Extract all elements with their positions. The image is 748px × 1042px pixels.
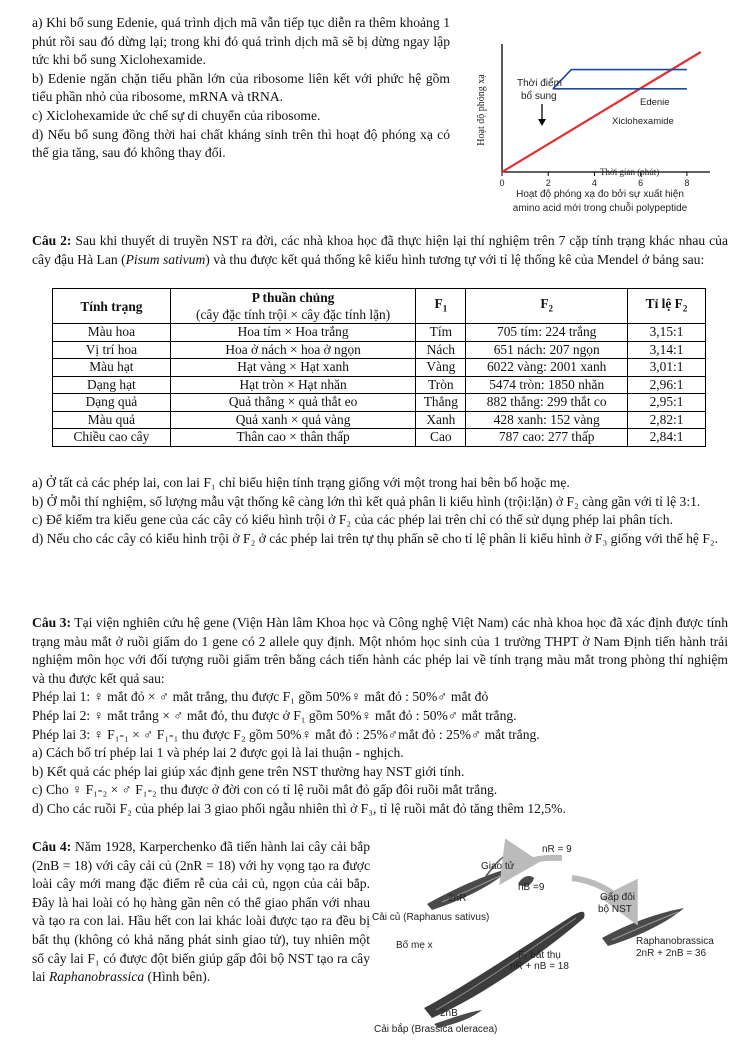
top-statements xyxy=(32,14,450,163)
q3-label: Câu 3: xyxy=(32,615,72,630)
label-nr-nb-18: nR + nB = 18 xyxy=(510,961,569,972)
label-2nr: 2nR xyxy=(448,893,467,904)
x-tick-label: 0 xyxy=(499,178,505,188)
q2-text: Câu 2: Sau khi thuyết di truyền NST ra đời, các nhà khoa học đã thực hiện lại thí nghiệm trên 7 cặp tính trạng khác nhau của cây đậu Hà Lan (Pisum sativum) và thu được kết quả thống kê kiểu hình tương tự với tỉ lệ thống kê của Mendel ở bảng sau: xyxy=(32,233,728,267)
table-row xyxy=(53,359,706,377)
table-row xyxy=(53,324,706,342)
statement-b: b) Edenie ngăn chặn tiểu phần lớn của ribosome liên kết với phức hệ gồm tiểu phần nhỏ của ribosome, mRNA và tRNA. xyxy=(32,70,450,105)
table-cell: Màu quả xyxy=(53,411,171,429)
statement-d: d) Nếu bổ sung đồng thời hai chất kháng sinh trên thì hoạt độ phóng xạ có thể gia tăng, sau đó không thay đổi. xyxy=(32,126,450,161)
table-row xyxy=(53,341,706,359)
label-cai-bap: Cải bắp (Brassica oleracea) xyxy=(374,1024,498,1035)
q4-species: Raphanobrassica xyxy=(49,969,145,985)
table-cell: Vị trí hoa xyxy=(53,341,171,359)
header-trait: Tính trạng xyxy=(53,289,171,324)
table-cell: 6022 vàng: 2001 xanh xyxy=(466,359,628,377)
table-cell: 3,15:1 xyxy=(628,324,706,342)
q3-cross-3: Phép lai 3: ♀ F₁-₁ × ♂ F₁-₁ thu được F₂ gồm 50%♀ mắt đỏ : 25%♂mắt đỏ : 25%♂ mắt trắng. xyxy=(32,726,540,742)
table-cell: Dạng hạt xyxy=(53,376,171,394)
table-cell: Tròn xyxy=(416,376,466,394)
table-cell: Màu hạt xyxy=(53,359,171,377)
table-row xyxy=(53,411,706,429)
mendel-table xyxy=(52,288,706,447)
table-row xyxy=(53,429,706,447)
label-2nb: 2nB xyxy=(440,1008,458,1019)
table-cell: 705 tím: 224 trắng xyxy=(466,324,628,342)
table-header-row xyxy=(53,289,706,324)
graph-ylabel: Hoạt độ phóng xạ xyxy=(476,74,487,146)
annotation-arrowhead xyxy=(538,119,546,126)
table-cell: Thân cao × thân thấp xyxy=(170,429,416,447)
table-cell: 787 cao: 277 thấp xyxy=(466,429,628,447)
label-giao-tu: Giao tử xyxy=(481,861,515,872)
x-tick-label: 6 xyxy=(638,178,644,188)
q3-cross-1: Phép lai 1: ♀ mắt đỏ × ♂ mắt trắng, thu được F₁ gồm 50%♀ mắt đỏ : 50%♂ mắt đỏ xyxy=(32,689,489,705)
radioactivity-graph xyxy=(470,22,732,222)
label-raphanobrassica: Raphanobrassica xyxy=(636,936,714,947)
q2-statement-b: b) Ở mỗi thí nghiệm, số lượng mẫu vật thống kê càng lớn thì kết quả phân li kiểu hình (trội:lặn) ở F₂ càng gần với tỉ lệ 3:1. xyxy=(32,493,701,509)
q2-statements xyxy=(32,474,728,548)
raphanobrassica-figure xyxy=(372,838,732,1038)
table-cell: Xanh xyxy=(416,411,466,429)
table-cell: Nách xyxy=(416,341,466,359)
label-f1-bat-thu: F₁ bất thụ xyxy=(518,950,561,961)
q2-statement-d: d) Nếu cho các cây có kiểu hình trội ở F₂ ở các phép lai trên tự thụ phấn sẽ cho tỉ lệ phân li kiểu hình ở F₃ giống với thế hệ F₂. xyxy=(32,530,719,546)
statement-c: c) Xiclohexamide ức chế sự di chuyển của ribosome. xyxy=(32,107,321,123)
table-cell: 3,01:1 xyxy=(628,359,706,377)
question-2 xyxy=(32,232,728,269)
header-f1: $F_1$ xyxy=(416,289,466,324)
header-parents: P thuần chủng (cây đặc tính trội × cây đặc tính lặn) xyxy=(170,289,416,324)
q2-statement-c: c) Để kiểm tra kiểu gene của các cây có kiểu hình trội ở F₂ của các phép lai trên chỉ có thể sử dụng phép lai phân tích. xyxy=(32,512,673,528)
radish-pod-icon xyxy=(427,868,510,910)
table-cell: Hoa ở nách × hoa ở ngọn xyxy=(170,341,416,359)
q2-species: Pisum sativum xyxy=(125,251,206,267)
table-cell: Tím xyxy=(416,324,466,342)
q3-statement-a: a) Cách bố trí phép lai 1 và phép lai 2 được gọi là lai thuận - nghịch. xyxy=(32,745,404,761)
x-tick-label: 4 xyxy=(591,178,597,188)
graph-annotation-1: Thời điểm xyxy=(517,78,562,89)
table-cell: Quả xanh × quả vàng xyxy=(170,411,416,429)
table-cell: Hoa tím × Hoa trắng xyxy=(170,324,416,342)
q4-label: Câu 4: xyxy=(32,839,72,854)
q2-label: Câu 2: xyxy=(32,233,72,248)
statement-a: a) Khi bổ sung Edenie, quá trình dịch mã vẫn tiếp tục diễn ra thêm khoảng 1 phút rồi sau đó dừng lại; trong khi đó quá trình dịch mã sẽ bị dừng ngay lập tức khi bổ sung Xiclohexamide. xyxy=(32,15,450,68)
header-ratio: Tỉ lệ $F_2$ xyxy=(628,289,706,324)
table-cell: 651 nách: 207 ngọn xyxy=(466,341,628,359)
x-tick-label: 2 xyxy=(545,178,551,188)
graph-xlabel: Thời gian (phút) xyxy=(600,167,660,177)
label-raphano-formula: 2nR + 2nB = 36 xyxy=(636,948,707,959)
table-cell: 3,14:1 xyxy=(628,341,706,359)
q3-statement-d: d) Cho các ruồi F₂ của phép lai 3 giao phối ngẫu nhiên thì ở F₃, tỉ lệ ruồi mắt đỏ tăng thêm 12,5%. xyxy=(32,800,566,816)
question-3 xyxy=(32,614,728,819)
table-cell: Chiều cao cây xyxy=(53,429,171,447)
table-cell: 2,96:1 xyxy=(628,376,706,394)
q4-text: Câu 4: Năm 1928, Karperchenko đã tiến hành lai cây cải bắp (2nB = 18) với cây cải củ (2nR = 18) với hy vọng tạo ra được loài cây mới mang đặc điểm rễ của cải củ, ngọn của cải bắp. Đây là hai loài có họ hàng gần nên có thể giao phấn với nhau và tạo ra con lai. Hầu hết con lai khác loài được tạo ra đều bị bất thụ (không có khả năng phát sinh giao tử), tuy nhiên một số cây lai F₁ có được đột biến giúp gấp đôi bộ NST tạo ra cây lai Raphanobrassica (Hình bên). xyxy=(32,839,370,985)
header-f2: $F_2$ xyxy=(466,289,628,324)
table-cell: 428 xanh: 152 vàng xyxy=(466,411,628,429)
table-cell: Màu hoa xyxy=(53,324,171,342)
graph-caption-1: Hoạt độ phóng xạ đo bởi sự xuất hiện xyxy=(516,189,684,200)
table-cell: 882 thẳng: 299 thắt co xyxy=(466,394,628,412)
table-cell: Hạt tròn × Hạt nhăn xyxy=(170,376,416,394)
table-row xyxy=(53,376,706,394)
q3-text: Câu 3: Tại viện nghiên cứu hệ gene (Viện Hàn lâm Khoa học và Công nghệ Việt Nam) các nhà khoa học đã xác định được tính trạng màu mắt ở ruồi giấm do 1 gene có 2 allele quy định. Một nhóm học sinh của 1 trường THPT ở Nam Định tiến hành trải nghiệm môn học với đối tượng ruồi giấm trên bằng cách tiến hành các phép lai về tính trạng màu mắt trong phòng thí nghiệm và thu được kết quả sau: xyxy=(32,615,729,686)
table-cell: 5474 tròn: 1850 nhăn xyxy=(466,376,628,394)
table-cell: 2,82:1 xyxy=(628,411,706,429)
question-4 xyxy=(32,838,370,987)
x-tick-label: 8 xyxy=(684,178,690,188)
label-nr9: nR = 9 xyxy=(542,844,572,855)
table-cell: Cao xyxy=(416,429,466,447)
table-cell: Thẳng xyxy=(416,394,466,412)
table-row xyxy=(53,394,706,412)
label-bo-me: Bố mẹ x xyxy=(396,940,433,951)
table-cell: Dạng quả xyxy=(53,394,171,412)
q2-statement-a: a) Ở tất cả các phép lai, con lai F₁ chỉ biểu hiện tính trạng giống với một trong hai bên bố hoặc mẹ. xyxy=(32,475,570,490)
table-cell: Vàng xyxy=(416,359,466,377)
label-cai-cu: Cải củ (Raphanus sativus) xyxy=(372,912,490,923)
table-cell: 2,95:1 xyxy=(628,394,706,412)
graph-caption-2: amino acid mới trong chuỗi polypeptide xyxy=(512,203,688,214)
q3-cross-2: Phép lai 2: ♀ mắt trắng × ♂ mắt đỏ, thu được ở F₁ gồm 50%♀ mắt đỏ : 50%♂ mắt trắng. xyxy=(32,707,517,723)
series-label-xiclohexamide: Xiclohexamide xyxy=(612,116,674,127)
table-cell: 2,84:1 xyxy=(628,429,706,447)
series-label-edenie: Edenie xyxy=(640,97,670,108)
q3-statement-b: b) Kết quả các phép lai giúp xác định gene trên NST thường hay NST giới tính. xyxy=(32,763,465,779)
q3-statement-c: c) Cho ♀ F₁-₂ × ♂ F₁-₂ thu được ở đời con có tỉ lệ ruồi mắt đỏ gấp đôi ruồi mắt trắng. xyxy=(32,782,498,798)
table-cell: Quả thẳng × quả thắt eo xyxy=(170,394,416,412)
label-nb9: nB =9 xyxy=(518,882,545,893)
label-gap-doi-2: bộ NST xyxy=(598,904,632,915)
label-gap-doi-1: Gấp đôi xyxy=(600,892,636,903)
graph-annotation-2: bổ sung xyxy=(521,91,557,102)
table-cell: Hạt vàng × Hạt xanh xyxy=(170,359,416,377)
